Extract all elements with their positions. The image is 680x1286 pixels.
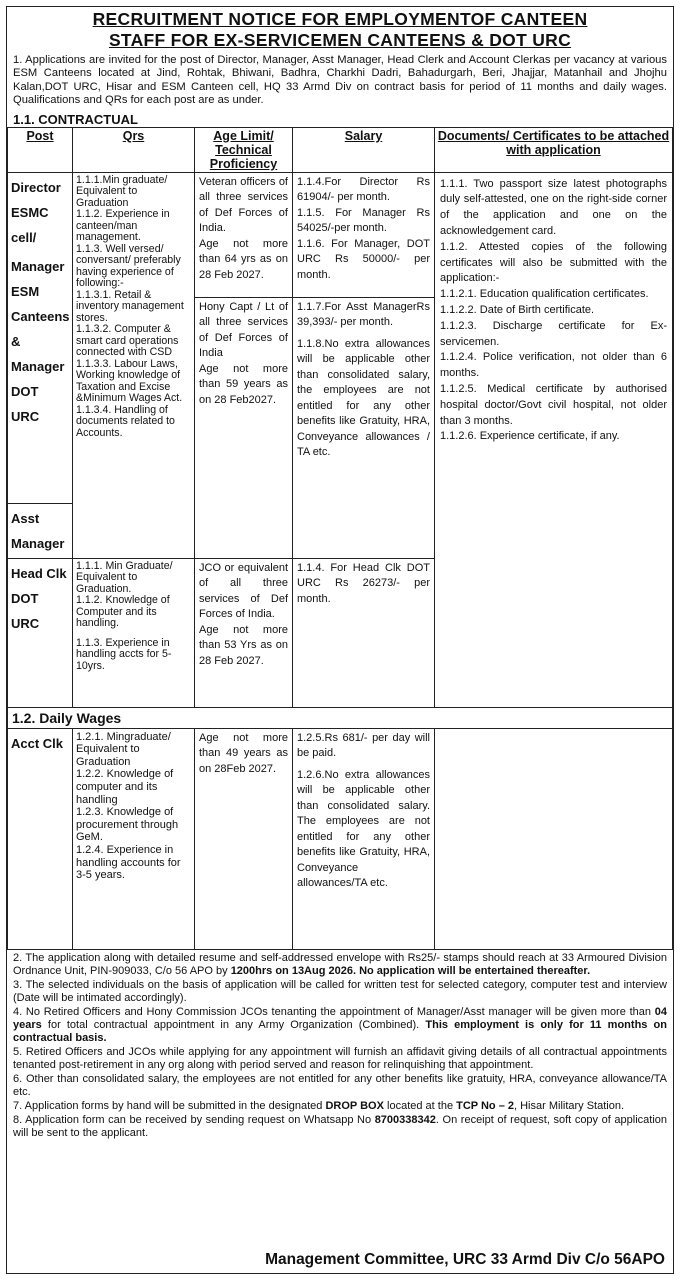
qr-item: 1.1.2. Knowledge of Computer and its handling. [76,594,170,630]
note-bold: TCP No – 2 [456,1099,514,1112]
age-asst-manager [195,298,292,411]
post-head-clk: Head Clk DOT URC [11,565,67,631]
note-8 [13,1114,667,1140]
note-bold: DROP BOX [325,1099,384,1112]
qr-item: 1.1.3.1. Retail & inventory management stores. [76,288,184,324]
post-acct-clk: Acct Clk [11,735,64,751]
note-bold: 1200hrs on 13Aug 2026. No application will be entertained thereafter. [230,964,591,977]
age-text: Age not more than 59 years as on 28 Feb2027. [199,362,288,406]
age-text: JCO or equivalent of all three services of Def Forces of India. [199,561,288,621]
age-text: Veteran officers of all three services of Def Forces of India. [199,175,288,235]
qr-item: 1.1.3. Experience in handling accts for 5-10yrs. [76,636,172,672]
doc-item: 1.1.2.3. Discharge certificate for Ex-servicemen. [440,319,667,348]
table-row [8,172,673,503]
title-line-1: RECRUITMENT NOTICE FOR EMPLOYMENTOF CANTEEN [92,9,588,29]
intro-paragraph: 1. Applications are invited for the post of Director, Manager, Asst Manager, Head Clerk and Account Clerkas per vacancy at various ESM Canteens located at Jind, Rohtak, Bhiwani, Badhra, Charkhi Dadri, Bahadurgarh, Beri, Jhajjar, Matanhail and Jhojhu Kalan,DOT URC, Hisar and ESM Canteen cell, HQ 33 Armd Div on contract basis for period of 11 months and daily wages. Qualifications and QRs for each post are as under. [13,54,667,107]
salary-text: 1.1.4.For Director Rs 61904/- per month. [297,175,430,204]
post-manager: Manager ESM Canteens & Manager DOT URC [11,258,70,424]
contractual-table [7,127,673,950]
header-docs: Documents/ Certificates to be attached with application [435,127,673,172]
header-row [8,127,673,172]
note-text: 7. Application forms by hand will be submitted in the designated [13,1099,326,1112]
note-5: 5. Retired Officers and JCOs while applying for any appointment will furnish an affidavit giving details of all contractual appointments tenanted post-retirement in any org along with period served and reason for relinquishing that appointment. [13,1045,667,1071]
salary-text: 1.1.7.For Asst ManagerRs 39,393/- per month. [297,300,430,329]
salary-text: 1.1.8.No extra allowances will be applicable other than consolidated salary, the employees are not entitled for any other benefits like Gratuity, HRA, Conveyance allowances / TA etc. [297,337,430,459]
notes-section [7,950,673,1143]
doc-item: 1.1.2.4. Police verification, not older than 6 months. [440,351,667,380]
salary-text: 1.2.6.No extra allowances will be applicable other than consolidated salary. The employees are not entitled for any other benefits like Gratuity, HRA, Conveyance allowances/TA etc. [297,768,430,890]
age-text: Hony Capt / Lt of all three services of Def Forces of India [199,300,288,360]
age-text: Age not more than 64 yrs as on 28 Feb 2027. [199,237,288,281]
qr-item: 1.2.2. Knowledge of computer and its handling [76,768,174,806]
note-text: located at the [383,1099,457,1112]
note-3: 3. The selected individuals on the basis of application will be called for written test for selected category, computer test and interview (Date will be intimated accordingly). [13,978,667,1004]
header-salary: Salary [293,127,435,172]
qr-item: 1.1.1.Min graduate/ Equivalent to Graduation [76,173,168,209]
salary-director-manager [293,173,434,298]
salary-text: 1.1.4. For Head Clk DOT URC Rs 26273/- per month. [297,561,430,605]
note-text: for total contractual appointment in any Army Organization (Combined). [41,1018,426,1031]
salary-text: 1.1.6. For Manager, DOT URC Rs 50000/- per month. [297,237,430,281]
signature-block: Management Committee, URC 33 Armd Div C/o 56APO [265,1251,665,1268]
table-row [8,728,673,949]
section-daily-wages: 1.2. Daily Wages [8,707,673,728]
note-6: 6. Other than consolidated salary, the employees are not entitled for any other benefits like gratuity, HRA, conveyance allowance/TA etc. [13,1072,667,1098]
salary-text: 1.2.5.Rs 681/- per day will be paid. [297,731,430,760]
note-bold: 04 years [13,1005,667,1031]
age-director-manager [195,173,292,298]
note-4 [13,1006,667,1045]
note-2 [13,952,667,978]
age-text: Age not more than 53 Yrs as on 28 Feb 2027. [199,623,288,667]
note-bold: This employment is only for 11 months on contractual basis. [13,1018,667,1044]
title-line-2: STAFF FOR EX-SERVICEMEN CANTEENS & DOT URC [108,30,572,50]
doc-item: 1.1.2. Attested copies of the following certificates will also be submitted with the application:- [440,240,667,285]
qr-item: 1.1.1. Min Graduate/ Equivalent to Graduation. [76,559,173,595]
doc-item: 1.1.2.6. Experience certificate, if any. [440,430,620,443]
qr-item: 1.2.1. Mingraduate/ Equivalent to Graduation [76,730,171,768]
qr-item: 1.1.2. Experience in canteen/man management. [76,208,170,244]
notice-title [7,7,673,51]
qr-item: 1.1.3.3. Labour Laws, Working knowledge of Taxation and Excise &Minimum Wages Act. [76,357,183,405]
doc-item: 1.1.2.5. Medical certificate by authorised hospital doctor/Govt civil hospital, not older than 3 months. [440,382,667,427]
qr-item: 1.1.3.4. Handling of documents related to Accounts. [76,403,175,439]
salary-asst-manager [293,298,434,463]
note-bold: 8700338342 [374,1113,436,1126]
note-text: 2. The application along with detailed resume and self-addressed envelope with Rs25/- stamps should reach at 33 Armoured Division Ordnance Unit, PIN-909033, C/o 56 APO by [13,951,667,977]
note-text: 8. Application form can be received by sending request on Whatsapp No [13,1113,375,1126]
post-asst-manager: Asst Manager [11,510,65,551]
note-text: . On receipt of request, soft copy of application will be sent to the applicant. [13,1113,667,1139]
post-director: Director ESMC cell/ [11,179,61,245]
salary-text: 1.1.5. For Manager Rs 54025/-per month. [297,206,430,235]
note-7 [13,1100,667,1113]
header-post: Post [8,127,73,172]
daily-wages-heading-row [8,707,673,728]
qr-item: 1.1.3. Well versed/ conversant/ preferably having experience of following:- [76,242,181,290]
recruitment-notice [6,6,674,1274]
note-text: 4. No Retired Officers and Hony Commission JCOs tenanting the appointment of Manager/Asst manager will be given more than [13,1005,655,1018]
age-acct-clk: Age not more than 49 years as on 28Feb 2027. [195,728,293,949]
header-qrs: Qrs [73,127,195,172]
doc-item: 1.1.1. Two passport size latest photographs duly self-attested, one on the right-side corner of the application and one on the acknowledgement card. [440,177,667,238]
header-age: Age Limit/ Technical Proficiency [195,127,293,172]
qr-item: 1.2.3. Knowledge of procurement through GeM. [76,806,179,844]
qr-item: 1.1.3.2. Computer & smart card operations connected with CSD [76,323,179,359]
section-contractual: 1.1. CONTRACTUAL [13,111,138,127]
note-text: , Hisar Military Station. [514,1099,625,1112]
doc-item: 1.1.2.2. Date of Birth certificate. [440,304,595,316]
qr-item: 1.2.4. Experience in handling accounts for 3-5 years. [76,843,181,882]
doc-item: 1.1.2.1. Education qualification certificates. [440,288,649,301]
